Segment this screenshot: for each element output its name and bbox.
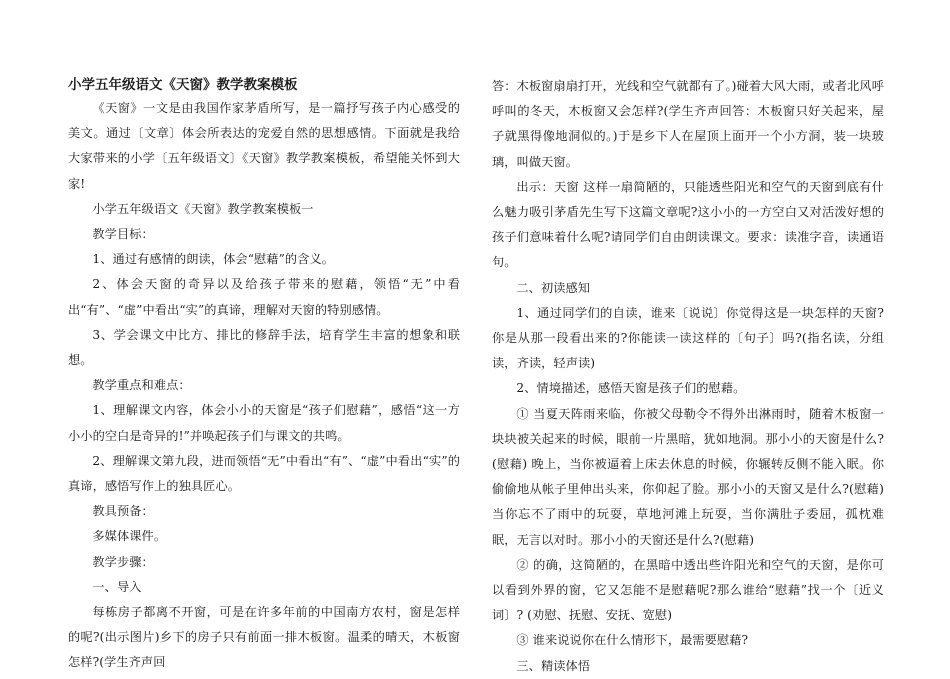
body-paragraph: 1、通过同学们的自读，谁来〔说说〕你觉得这是一块怎样的天窗?你是从那一段看出来的?你能读一读这样的〔句子〕吗?(指名读，分组读，齐读，轻声读) (492, 305, 884, 371)
body-paragraph: ② 的确，这简陋的，在黑暗中透出些许阳光和空气的天窗，是你可以看到外界的窗，它又怎能不是慰藉呢?那么谁给“慰藉”找一个〔近义词〕? (劝慰、抚慰、安抚、宽慰) (492, 557, 884, 623)
step-heading: 一、导入 (92, 579, 142, 594)
goal-item: 2、体会天窗的奇异以及给孩子带来的慰藉，领悟“无”中看出“有”、“虚”中看出“实”的真谛，理解对天窗的特别感情。 (68, 277, 460, 317)
body-paragraph: ① 当夏天阵雨来临，你被父母勒令不得外出淋雨时，随着木板窗一块块被关起来的时候，眼前一片黑暗，犹如地洞。那小小的天窗是什么?(慰藉) 晚上，当你被逼着上床去休息的时候，你辗转反侧不能入眠。你偷偷地从帐子里伸出头来，你仰起了脸。那小小的天窗又是什么?(慰藉) 当你忘不了雨中的玩耍，草地河滩上玩耍，当你满肚子委屈，孤枕难眠，无言以对时。那小小的天窗还是什么?(慰藉) (492, 406, 884, 547)
body-paragraph: ③ 谁来说说你在什么情形下，最需要慰藉? (516, 633, 749, 648)
key-point-item: 2、理解课文第九段，进而领悟“无”中看出“有”、“虚”中看出“实”的真谛，感悟写作上的独具匠心。 (68, 453, 460, 494)
section-heading: 小学五年级语文《天窗》教学教案模板一 (92, 201, 314, 216)
step-heading: 三、精读体悟 (516, 658, 591, 673)
left-column (68, 74, 460, 676)
document-title: 小学五年级语文《天窗》教学教案模板 (68, 77, 298, 93)
key-point-item: 1、理解课文内容，体会小小的天窗是“孩子们慰藉”，感悟“这一方小小的空白是奇异的!”并唤起孩子们与课文的共鸣。 (68, 403, 460, 443)
key-points-heading: 教学重点和难点： (92, 378, 191, 393)
intro-paragraph: 《天窗》一文是由我国作家茅盾所写，是一篇抒写孩子内心感受的美文。通过〔文章〕体会所表达的宠爱自然的思想感情。下面就是我给大家带来的小学〔五年级语文〕《天窗》教学教案模板，希望能关怀到大家! (68, 101, 460, 191)
teaching-goals-heading: 教学目标： (92, 227, 154, 242)
right-column (492, 74, 884, 679)
step-heading: 二、初读感知 (516, 280, 591, 295)
body-paragraph: 2、情境描述，感悟天窗是孩子们的慰藉。 (516, 381, 746, 396)
steps-heading: 教学步骤： (92, 554, 154, 569)
body-paragraph: 出示：天窗 这样一扇简陋的，只能透些阳光和空气的天窗到底有什么魅力吸引茅盾先生写下这篇文章呢?这小小的一方空白又对活泼好想的孩子们意味着什么呢?请同学们自由朗读课文。要求：读准字音，读通语句。 (492, 179, 884, 270)
goal-item: 3、学会课文中比方、排比的修辞手法，培育学生丰富的想象和联想。 (68, 327, 460, 368)
goal-item: 1、通过有感情的朗读，体会“慰藉”的含义。 (92, 252, 335, 267)
body-paragraph: 答：木板窗扇扇打开，光线和空气就都有了。)碰着大风大雨，或者北风呼呼叫的冬天，木板窗又会怎样?(学生齐声回答：木板窗只好关起来，屋子就黑得像地洞似的。)于是乡下人在屋顶上面开一个小方洞，装一块玻璃，叫做天窗。 (492, 79, 884, 169)
materials-heading: 教具预备： (92, 504, 154, 519)
body-paragraph: 每栋房子都离不开窗，可是在许多年前的中国南方农村，窗是怎样的呢?(出示图片)乡下的房子只有前面一排木板窗。温柔的晴天，木板窗怎样?(学生齐声回 (68, 605, 460, 670)
materials-text: 多媒体课件。 (92, 529, 167, 544)
